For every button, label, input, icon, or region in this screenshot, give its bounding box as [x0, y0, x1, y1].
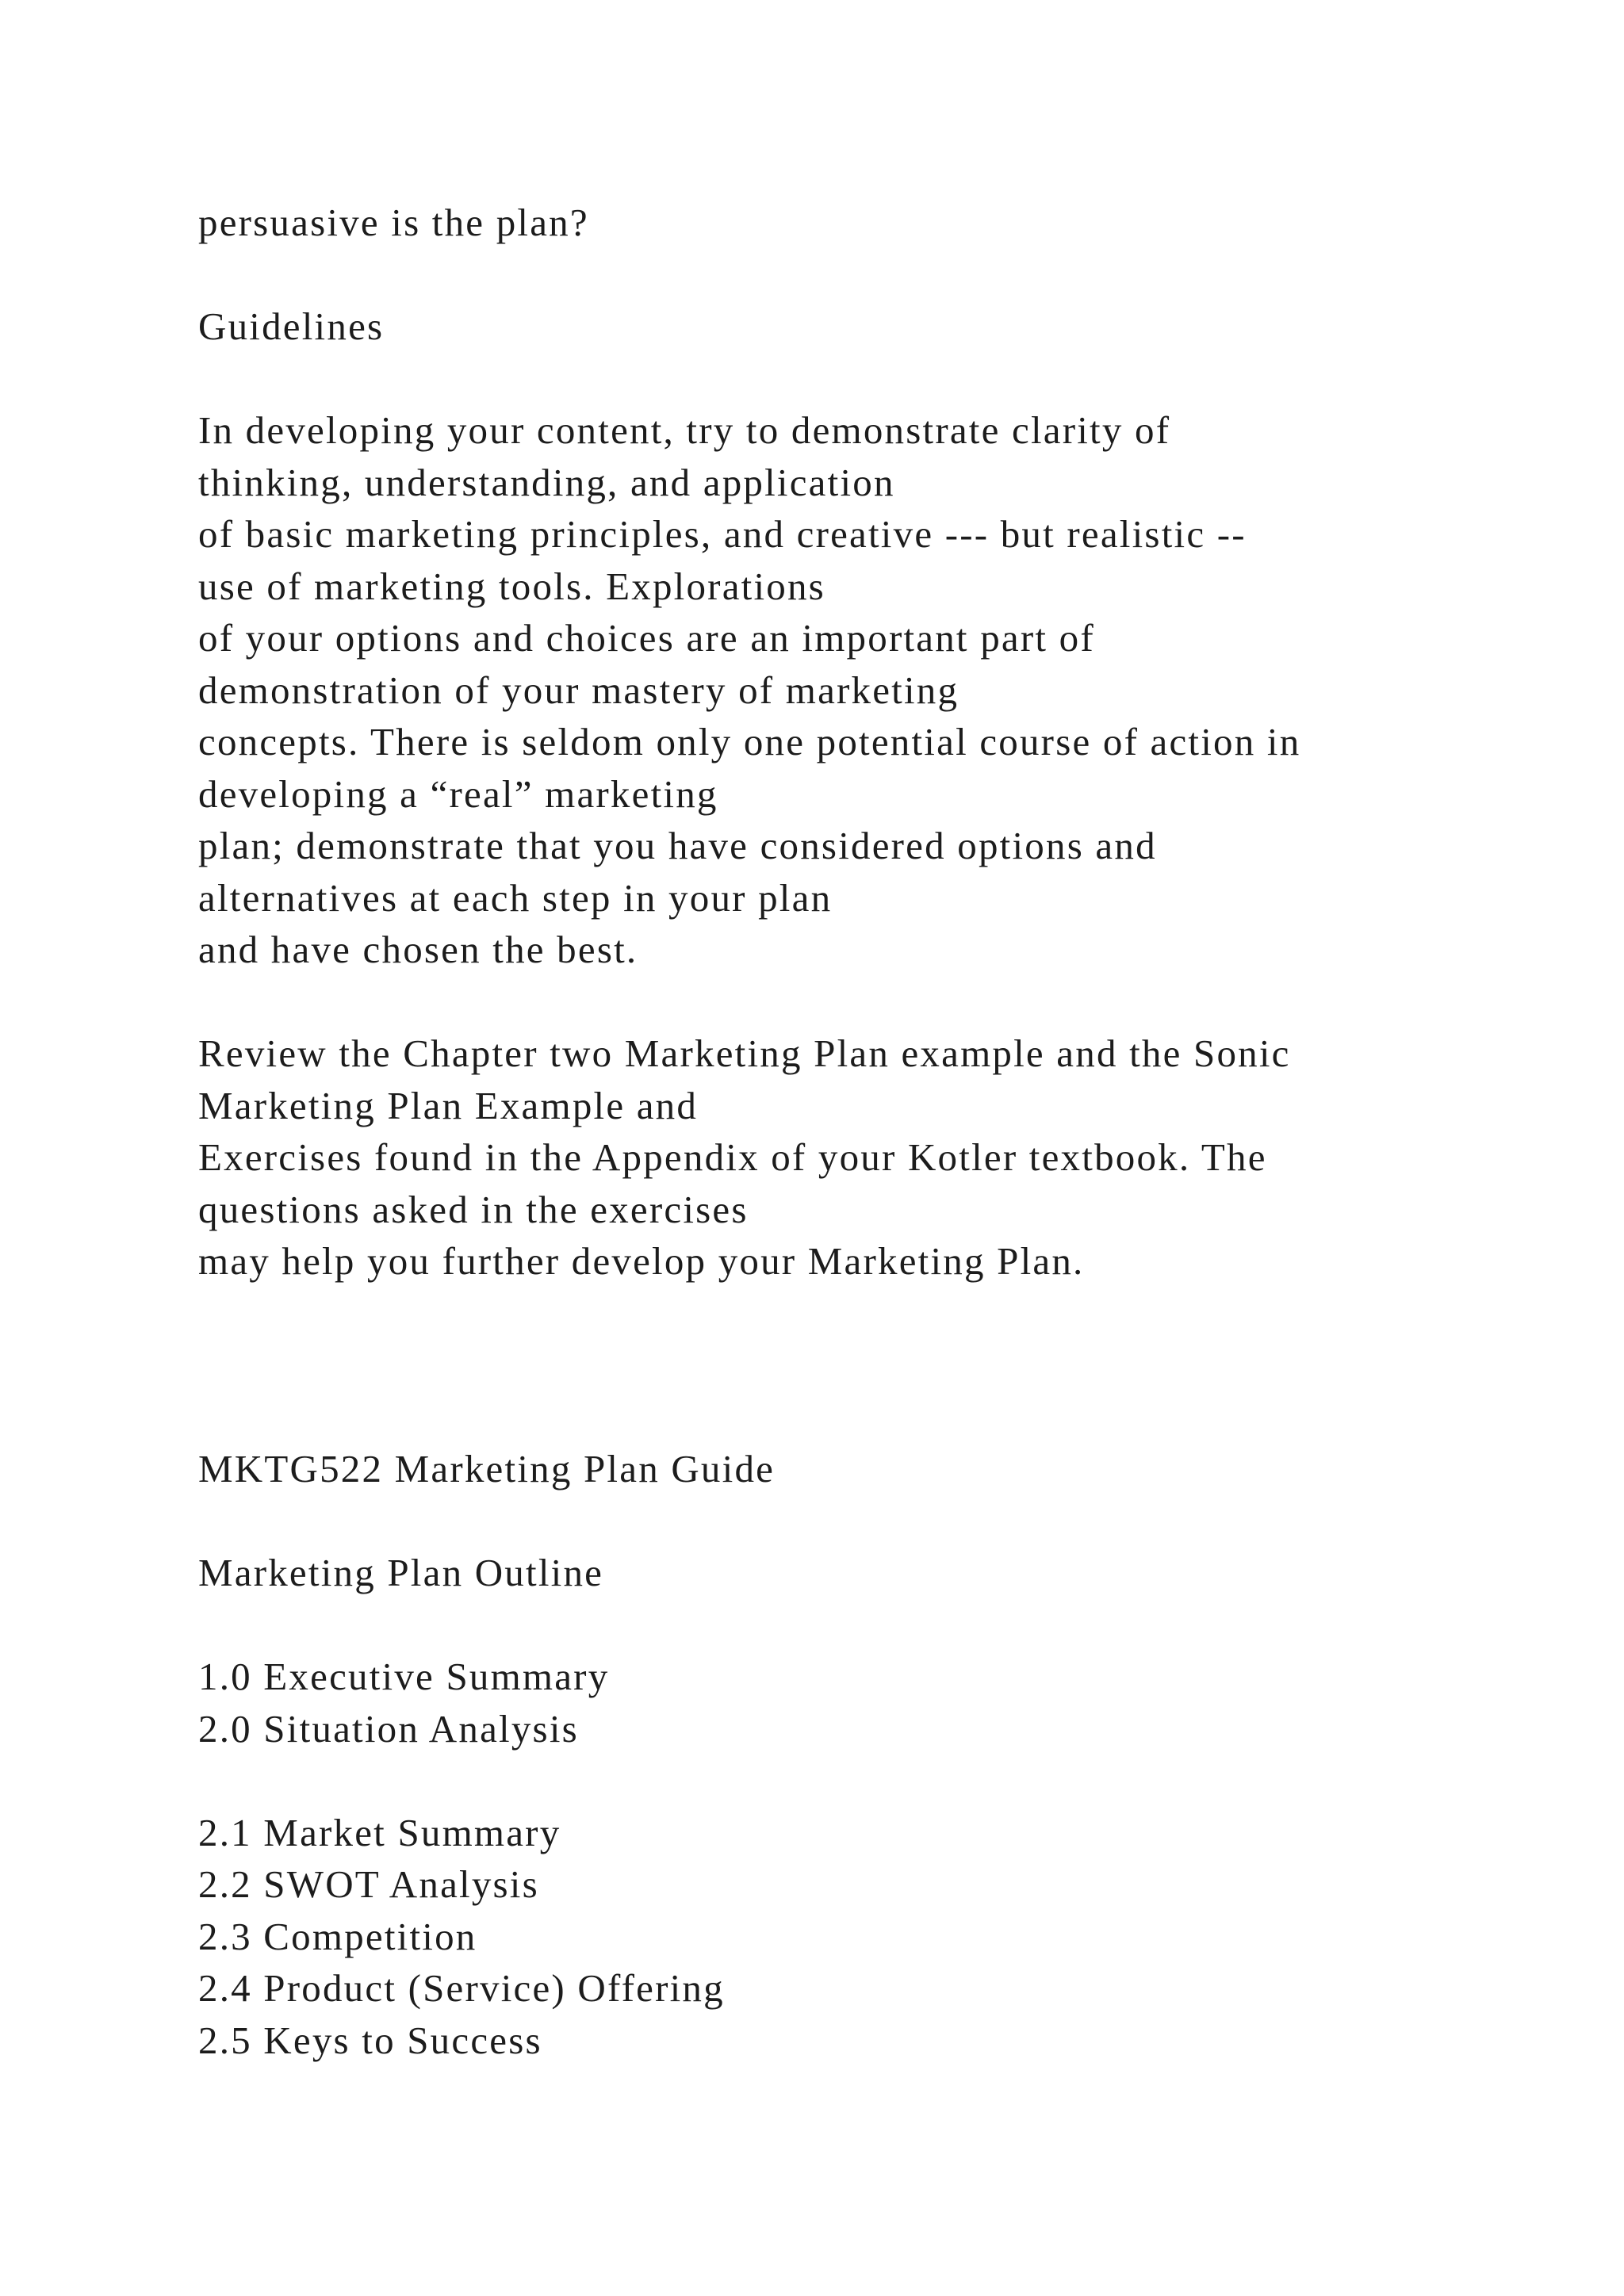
guidelines-paragraph-2 — [198, 1027, 1499, 1288]
outline-item: 2.4 Product (Service) Offering — [198, 1966, 725, 2010]
paragraph-line: thinking, understanding, and application — [198, 460, 895, 504]
spacer — [198, 353, 1499, 405]
paragraph-line: Marketing Plan Example and — [198, 1083, 699, 1127]
spacer — [198, 1495, 1499, 1548]
outline-item: 2.3 Competition — [198, 1914, 477, 1958]
guide-title: MKTG522 Marketing Plan Guide — [198, 1447, 776, 1490]
document-body — [198, 197, 1499, 2066]
guidelines-heading: Guidelines — [198, 304, 385, 348]
paragraph-line: Exercises found in the Appendix of your Kotler textbook. The — [198, 1135, 1267, 1179]
paragraph-line: may help you further develop your Marketing Plan. — [198, 1239, 1085, 1283]
outline-top-items — [198, 1651, 1499, 1755]
paragraph-line: plan; demonstrate that you have considered options and — [198, 824, 1157, 867]
outline-item: 2.0 Situation Analysis — [198, 1706, 579, 1751]
paragraph-line: of basic marketing principles, and creative --- but realistic -- — [198, 512, 1247, 556]
paragraph-line: demonstration of your mastery of marketing — [198, 668, 959, 712]
outline-item: 2.2 SWOT Analysis — [198, 1862, 539, 1906]
outline-sub-items — [198, 1807, 1499, 2067]
paragraph-line: of your options and choices are an important part of — [198, 616, 1095, 660]
spacer — [198, 1755, 1499, 1807]
paragraph-line: In developing your content, try to demonstrate clarity of — [198, 408, 1171, 452]
guidelines-paragraph-1 — [198, 404, 1499, 976]
outline-heading: Marketing Plan Outline — [198, 1551, 604, 1594]
outline-item: 2.1 Market Summary — [198, 1810, 561, 1854]
intro-line: persuasive is the plan? — [198, 201, 589, 244]
spacer — [198, 1599, 1499, 1651]
paragraph-line: Review the Chapter two Marketing Plan example and the Sonic — [198, 1031, 1291, 1075]
paragraph-line: and have chosen the best. — [198, 928, 638, 971]
paragraph-line: concepts. There is seldom only one potential course of action in — [198, 720, 1301, 763]
paragraph-line: alternatives at each step in your plan — [198, 875, 833, 920]
paragraph-line: use of marketing tools. Explorations — [198, 564, 825, 608]
paragraph-line: developing a “real” marketing — [198, 771, 718, 816]
outline-item: 2.5 Keys to Success — [198, 2018, 542, 2062]
spacer — [198, 976, 1499, 1028]
spacer — [198, 1288, 1499, 1444]
paragraph-line: questions asked in the exercises — [198, 1187, 749, 1231]
spacer — [198, 249, 1499, 301]
outline-item: 1.0 Executive Summary — [198, 1655, 610, 1698]
